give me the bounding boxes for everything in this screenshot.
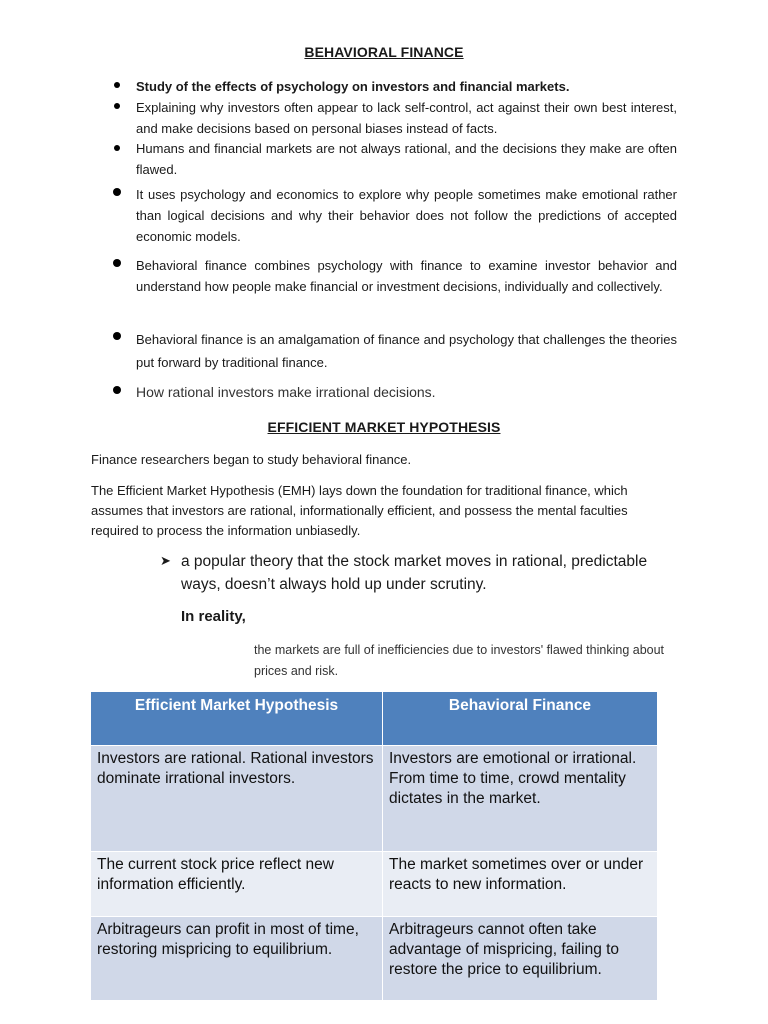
table-row [91, 852, 658, 917]
table-cell: Arbitrageurs can profit in most of time, restoring mispricing to equilibrium. [91, 917, 383, 1001]
bullet-text: Behavioral finance combines psychology with finance to examine investor behavior and understand how people make financial or investment decisions, individually and collectively. [136, 258, 677, 294]
table-header-row [91, 692, 658, 746]
bullet-dot-icon [113, 332, 121, 340]
table-row [91, 917, 658, 1001]
in-reality-label: In reality, [181, 608, 246, 625]
emh-heading: EFFICIENT MARKET HYPOTHESIS [267, 419, 501, 435]
bullet-text: Humans and financial markets are not always rational, and the decisions they make are often flawed. [136, 141, 677, 177]
bullet-dot-icon [113, 386, 121, 394]
bullet-dot-icon [114, 103, 120, 109]
table-cell: The current stock price reflect new information efficiently. [91, 852, 383, 917]
bullet-dot-icon [113, 259, 121, 267]
arrow-point-text: a popular theory that the stock market moves in rational, predictable ways, doesn’t always hold up under scrutiny. [181, 553, 648, 593]
intro-paragraph: Finance researchers began to study behavioral finance. [91, 452, 412, 467]
comparison-table [90, 691, 658, 1001]
bullet-dot-icon [114, 82, 120, 88]
behavioral-finance-heading: BEHAVIORAL FINANCE [304, 44, 464, 60]
table-cell: The market sometimes over or under reacts to new information. [383, 852, 658, 917]
bullet-text: Behavioral finance is an amalgamation of finance and psychology that challenges the theories put forward by traditional finance. [136, 332, 677, 370]
bullet-text: It uses psychology and economics to explore why people sometimes make emotional rather than logical decisions and why their behavior does not follow the predictions of accepted economic models. [136, 187, 677, 244]
markets-text: the markets are full of inefficiencies due to investors' flawed thinking about prices and risk. [254, 643, 665, 678]
table-cell: Investors are emotional or irrational. From time to time, crowd mentality dictates in the market. [383, 746, 658, 852]
bullet-text: How rational investors make irrational decisions. [136, 384, 436, 400]
bullet-dot-icon [113, 188, 121, 196]
emh-description: The Efficient Market Hypothesis (EMH) lays down the foundation for traditional finance, which assumes that investors are rational, informationally efficient, and possess the mental faculties required to process the information unbiasedly. [91, 483, 628, 538]
arrow-bullet-icon: ➤ [160, 553, 171, 568]
table-cell: Investors are rational. Rational investors dominate irrational investors. [91, 746, 383, 852]
table-row [91, 746, 658, 852]
bullet-text: Explaining why investors often appear to lack self-control, act against their own best interest, and make decisions based on personal biases instead of facts. [136, 100, 677, 136]
header-behavioral-finance: Behavioral Finance [383, 692, 658, 746]
header-emh: Efficient Market Hypothesis [91, 692, 383, 746]
bullet-text: Study of the effects of psychology on investors and financial markets. [136, 79, 570, 94]
table-cell: Arbitrageurs cannot often take advantage of mispricing, failing to restore the price to equilibrium. [383, 917, 658, 1001]
bullet-dot-icon [114, 145, 120, 151]
